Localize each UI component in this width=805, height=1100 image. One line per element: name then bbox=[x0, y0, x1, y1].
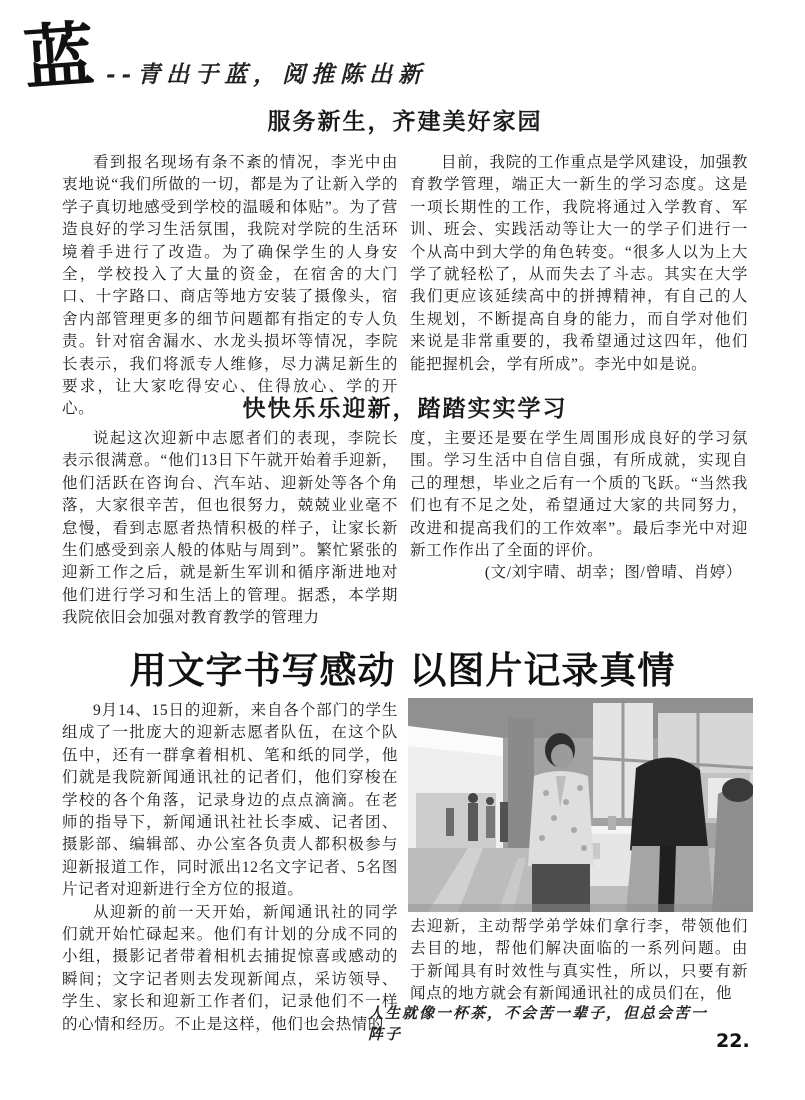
article3-left-paragraph-1: 9月14、15日的迎新，来自各个部门的学生组成了一批庞大的迎新志愿者队伍，在这个队伍中，还有一群拿着相机、笔和纸的同学，他们就是我院新闻通讯社的记者们，他们穿梭在学校的各个角落，记录身边的点点滴滴。在老师的指导下，新闻通讯社社长李威、记者团、摄影部、编辑部、办公室各负责人都积极参与迎新报道工作，同时派出12名文字记者、5名图片记者对迎新进行全方位的报道。 bbox=[62, 702, 398, 899]
article2-left-paragraph: 说起这次迎新中志愿者们的表现，李院长表示很满意。“他们13日下午就开始着手迎新，他们活跃在咨询台、汽车站、迎新处等各个角落，大家很辛苦，但也很努力，兢兢业业毫不怠慢，看到志愿者热情积极的样子，让家长新生们感受到亲人般的体贴与周到”。繁忙紧张的迎新工作之后，就是新生军训和循序渐进地对他们进行学习和生活上的管理。据悉，本学期我院依旧会加强对教育教学的管理力 bbox=[62, 430, 398, 627]
article1-column-right bbox=[410, 152, 748, 376]
article1-left-paragraph: 看到报名现场有条不紊的情况，李光中由衷地说“我们所做的一切，都是为了让新入学的学子真切地感受到学校的温暖和体贴”。为了营造良好的学习生活氛围，我院对学院的生活环境着手进行了改造。为了确保学生的人身安全，学校投入了大量的资金，在宿舍的大门口、十字路口、商店等地方安装了摄像头，宿舍内部管理更多的细节问题都有指定的专人负责。针对宿舍漏水、水龙头损坏等情况，李院长表示，我们将派专人维修，尽力满足新生的要求，让大家吃得安心、住得放心、学的开心。 bbox=[62, 154, 398, 418]
article1-title: 服务新生，齐建美好家园 bbox=[267, 109, 543, 135]
footer-motto: 人生就像一杯茶，不会苦一辈子，但总会苦一阵子 bbox=[368, 1004, 709, 1043]
news-photo-illustration bbox=[408, 698, 753, 912]
article3-column-left bbox=[62, 700, 398, 1036]
page-number: 22. bbox=[716, 1030, 750, 1052]
masthead-logo: 蓝 bbox=[21, 12, 97, 101]
article2-title: 快快乐乐迎新，踏踏实实学习 bbox=[242, 396, 568, 422]
article3-caption-column bbox=[410, 916, 748, 1006]
article2-column-right bbox=[410, 428, 748, 585]
article1-right-paragraph: 目前，我院的工作重点是学风建设，加强教育教学管理，端正大一新生的学习态度。这是一项长期性的工作，我院将通过入学教育、军训、班会、实践活动等让大一的学子们进行一个从高中到大学的角色转变。“很多人以为上大学了就轻松了，从而失去了斗志。其实在大学我们更应该延续高中的拼搏精神，有自己的人生规划，不断提高自身的能力，而自学对他们来说是非常重要的，我希望通过这四年，他们能把握机会，学有所成”。李光中如是说。 bbox=[410, 154, 748, 373]
article2-column-left bbox=[62, 428, 398, 630]
article3-title: 用文字书写感动 以图片记录真情 bbox=[129, 649, 676, 692]
article3-caption-paragraph: 去迎新，主动帮学弟学妹们拿行李，带领他们去目的地，帮他们解决面临的一系列问题。由于新闻具有时效性与真实性，所以，只要有新闻点的地方就会有新闻通讯社的成员们在，他 bbox=[410, 918, 748, 1003]
article2-byline: (文/刘宇晴、胡幸；图/曾晴、肖婷） bbox=[484, 564, 742, 582]
news-photo bbox=[408, 698, 753, 912]
article1-column-left bbox=[62, 152, 398, 421]
article3-left-paragraph-2: 从迎新的前一天开始，新闻通讯社的同学们就开始忙碌起来。他们有计划的分成不同的小组，摄影记者带着相机去捕捉惊喜或感动的瞬间；文字记者则去发现新闻点，采访领导、学生、家长和迎新工作者们，记录他们不一样的心情和经历。不止是这样，他们也会热情的 bbox=[62, 903, 398, 1033]
masthead-tagline: --青出于蓝，阅推陈出新 bbox=[106, 61, 428, 88]
article2-right-paragraph: 度，主要还是要在学生周围形成良好的学习氛围。学习生活中自信自强，有所成就，实现自己的理想，毕业之后有一个质的飞跃。“当然我们也有不足之处，希望通过大家的共同努力，改进和提高我们的工作效率”。最后李光中对迎新工作作出了全面的评价。 bbox=[410, 430, 748, 560]
